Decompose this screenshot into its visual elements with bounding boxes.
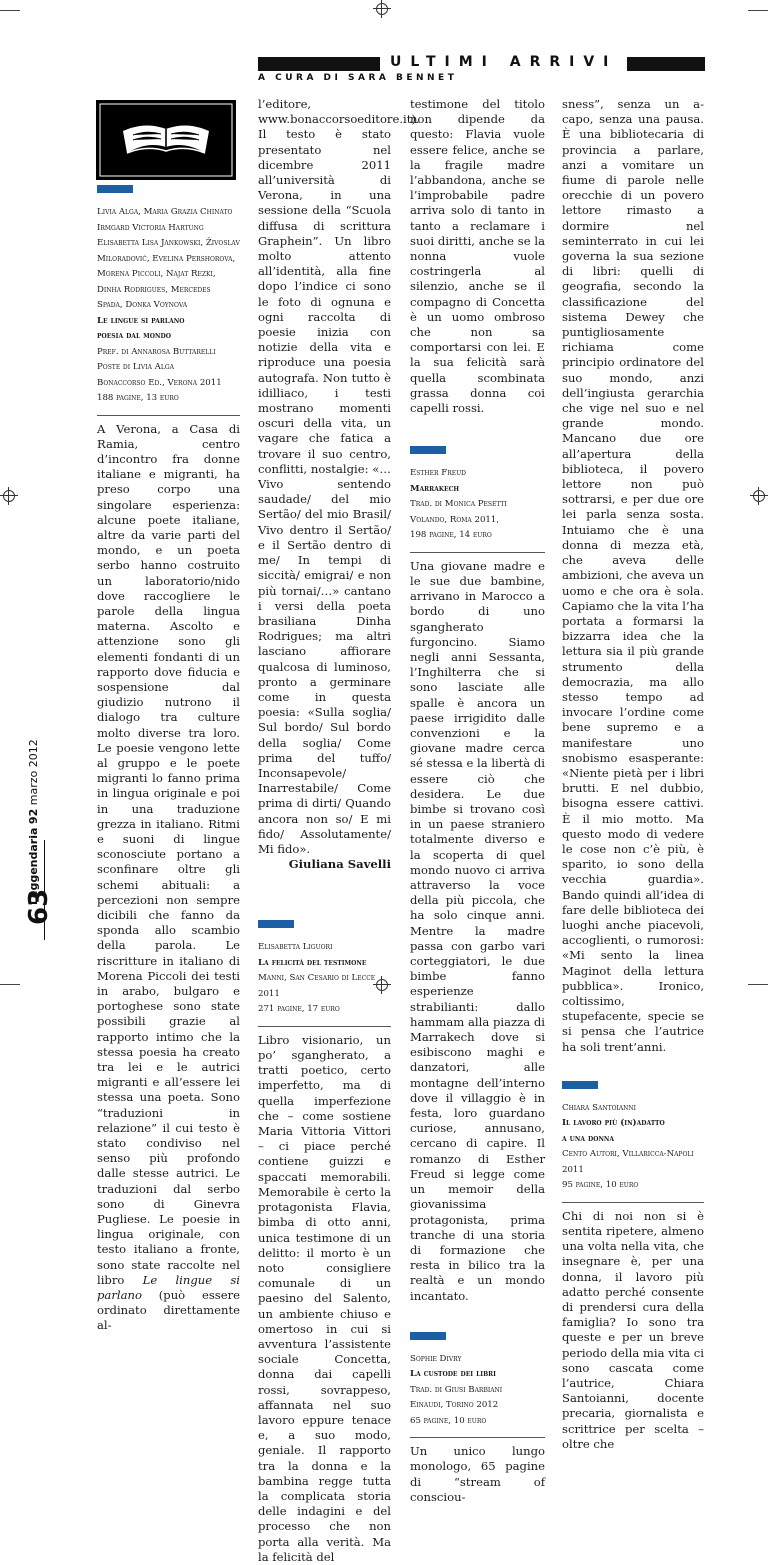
review1-author-line: Dinha Rodrigues, Mercedes [97,284,211,295]
issue-number: 92 [27,808,40,825]
registration-mark-left [0,487,18,505]
review4-title: La custode dei libri [410,1369,496,1380]
page-number: 63 [24,888,54,925]
review5-author: Chiara Santoianni [562,1102,637,1113]
column-4 [562,97,704,1452]
review4-body: Un unico lungo monologo, 65 pagine di “stream of consciou- [410,1444,545,1504]
review1-body-text: A Verona, a Casa di Ramia, centro d’incontro fra donne italiane e migranti, ha preso corpo una singolare esperienza: alcune poete italiane, altre da varie parti del mondo, e un poeta serbo hanno costruito un laboratorio/nido dove raccogliere le parole della lingua materna. Ascolto e attenzione sono gli elementi fondanti di un rapporto dove fiducia e sospensione dal giudizio nutrono il dialogo tra culture molto diverse tra loro. Le poesie vengono lette al gruppo e le poete migranti lo fanno prima in lingua originale e poi in una traduzione grezza in italiano. Ritmi e suoni di lingue sconosciute portano a sconfinare oltre gli schemi abituali: a percezioni non sempre dicibili che fanno da sponda allo scambio della parola. Le riscritture in italiano di Morena Piccoli dei testi in arabo, bulgaro e portoghese sono state possibili grazie al rapporto intimo che la stessa poesia ha creato tra lei e le autrici migranti e all’essere lei stessa una poeta. Sono “traduzioni in relazione” il cui testo è stato condiviso nel senso più profondo dalle stesse autrici. Le traduzioni dal serbo sono di Ginevra Pugliese. Le poesie in lingua originale, con testo italiano a fronte, sono state raccolte nel libro [97,421,240,1287]
open-book-icon [97,101,235,179]
open-book-logo [96,100,236,180]
review2-biblio [258,940,391,1018]
section-credit: A CURA DI SARA BENNET [258,73,458,83]
review2-body: Libro visionario, un po’ sgangherato, a tratti poetico, certo imperfetto, ma di quella imperfezione che – come sostiene Maria Vittoria Vittori – ci piace perché contiene guizzi e spaccati memorabili. Memorabile è certo la protagonista Flavia, bimba di otto anni, unica testimone di un delitto: il morto è un noto consigliere comunale di un paesino del Salento, un ambiente chiuso e omertoso in cui si avventura l’assistente sociale Concetta, donna dai capelli rossi, sovrappeso, affannata nel suo lavoro eppure tenace e, a suo modo, geniale. Il rapporto tra la donna e la bambina regge tutta la complicata storia delle indagini e del processo che non porta alla verità. Ma la felicità del [258,1032,391,1564]
review4-author: Sophie Divry [410,1353,462,1364]
review1-meta: Poste di Livia Alga [97,362,174,372]
accent-bar [410,1332,446,1340]
crop-line-bottom-left [0,984,20,985]
section-title: ULTIMI ARRIVI [380,49,627,75]
review2-body-continued: testimone del titolo non dipende da questo: Flavia vuole essere felice, anche se la fragile madre l’abbandona, anche se l’improbabile padre arriva solo di tanto in tanto a reclamare i suoi diritti, anche se la nonna vuole costringerla al silenzio, anche se il compagno di Concetta è un uomo ombroso che non sa comportarsi con lei. E la sua felicità sarà quella scombinata grassa donna coi capelli rossi. [410,97,545,416]
review1-meta: Bonaccorso Ed., Verona 2011 [97,377,222,388]
review1-author-line: Miloradović, Evelina Pershorova, [97,253,236,264]
divider [410,1437,545,1438]
crop-line-top-left [0,10,20,11]
review1-biblio [97,205,240,407]
review2-author: Elisabetta Liguori [258,942,333,953]
review4-body-continued: sness”, senza un a-capo, senza una pausa. È una bibliotecaria di provincia a parlare, anzi a vomitare un fiume di parole nelle orecchie di un povero lettore rimasto a dormire nel seminterrato in cui lei governa la sua sezione di libri: quelli di geografia, secondo la classificazione del sistema Dewey che puntigliosamente richiama come principio ordinatore del suo mondo, anzi dell’ingiusta gerarchia che vige nel suo e nel grande mondo. Mancano due ore all’apertura della biblioteca, il povero lettore non può sottrarsi, e per due ore lei parla senza sosta. Intuiamo che è una donna di mezza età, che aveva delle ambizioni, che aveva un uomo e che ora è sola. Capiamo che la vita l’ha portata a formarsi la bizzarra idea che la lettura sia il più grande strumento della democrazia, ma allo stesso tempo ad invocare l’ordine come bene supremo e a manifestare uno snobismo esasperante: «Niente pietà per i libri brutti. E nel dubbio, bisogna essere cattivi. È il mio motto. Ma questo modo di vedere le cose non c’è più, è sparito, io sono della vecchia guardia». Bando quindi all’idea di fare delle biblioteca dei luoghi anche piacevoli, accoglienti, o rumorosi: «Mi sento la linea Maginot della lettura pubblica». Ironico, coltissimo, stupefacente, specie se si pensa che l’autrice ha soli trent’anni. [562,97,704,1054]
review3-meta: Trad. di Monica Pesetti [410,499,507,510]
review4-meta: Einaudi, Torino 2012 [410,1400,499,1411]
divider [258,1026,391,1027]
review1-author-line: Elisabetta Lisa Jankowski, Živoslav [97,238,240,248]
review5-meta: Cento Autori, Villaricca-Napoli 2011 [562,1149,694,1175]
accent-bar [258,920,294,928]
divider [97,415,240,416]
review5-biblio [562,1101,704,1194]
review5-body: Chi di noi non si è sentita ripetere, almeno una volta nella vita, che insegnare è, per una donna, il lavoro più adatto perché consente di prendersi cura della famiglia? Io sono tra queste e per un breve periodo della mia vita ci sono cascata come l’autrice, Chiara Santoianni, docente precaria, giornalista e scrittrice per scelta – oltre che [562,1208,704,1451]
review2-meta: 271 pagine, 17 euro [258,1004,340,1015]
accent-bar [97,185,133,193]
review3-title: Marrakech [410,483,460,494]
review1-body [97,422,240,1334]
divider [410,552,545,553]
review3-author: Esther Freud [410,468,466,479]
review3-biblio [410,466,545,544]
crop-line-top-right [748,10,768,11]
magazine-name: Leggendaria [27,827,40,905]
review1-author-line: Morena Piccoli, Najat Rezki, [97,269,216,279]
accent-bar [562,1081,598,1089]
review1-meta: Pref. di Annarosa Buttarelli [97,346,216,357]
review1-subtitle: poesia dal mondo [97,331,171,341]
divider [562,1202,704,1203]
review1-author-line: Irmgard Victoria Hartung [97,222,204,233]
review3-meta: Volando, Roma 2011, [410,514,500,525]
review1-title: Le lingue si parlano [97,315,185,326]
review5-title: Il lavoro più (in)adatto [562,1118,665,1129]
review3-body: Una giovane madre e le sue due bambine, arrivano in Marocco a bordo di uno sgangherato furgoncino. Siamo negli anni Sessanta, l’Inghilterra che si sono lasciate alle spalle è ancora un paese irrigidito dalle convenzioni e la giovane madre cerca sé stessa e la libertà di essere ciò che desidera. Le due bimbe si trovano così in un paese straniero totalmente diverso e la scoperta di quel mondo nuovo ci arriva attraverso la voce della più piccola, che ha solo cinque anni. Mentre la madre passa con garbo vari corteggiatori, le due bimbe fanno esperienze strabilianti: dallo hammam alla piazza di Marrakech dove si esibiscono maghi e danzatori, alle montagne dell’interno dove il villaggio è in festa, loro guardano curiose, annusano, cercano di capire. Il romanzo di Esther Freud si legge come un memoir della giovanissima protagonista, prima tranche di una storia di formazione che resta in bilico tra la realtà e un mondo incantato. [410,558,545,1303]
review1-author-line: Spada, Donka Voynova [97,300,188,310]
column-2 [258,97,420,1565]
review5-meta: 95 pagine, 10 euro [562,1180,639,1191]
crop-line-bottom-right [748,984,768,985]
column-1 [97,185,240,1334]
review2-meta: Manni, San Cesario di Lecce 2011 [258,973,376,999]
registration-mark-right [750,487,768,505]
review1-signature: Giuliana Savelli [288,857,391,872]
review4-meta: Trad. di Giusi Barbiani [410,1384,503,1395]
review5-subtitle: a una donna [562,1133,615,1144]
accent-bar [410,446,446,454]
column-3 [410,97,545,1505]
issue-date: marzo 2012 [27,739,40,806]
review1-book-title-italic: Le lingue si parlano [97,1272,240,1303]
review1-meta: 188 pagine, 13 euro [97,393,179,403]
registration-mark-top [373,0,391,18]
review1-body-tail: (può essere ordinato direttamente al- [97,1288,240,1333]
review4-biblio [410,1352,545,1430]
review3-meta: 198 pagine, 14 euro [410,530,492,541]
review4-meta: 65 pagine, 10 euro [410,1415,487,1426]
review1-body-continued: l’editore, www.bonaccorsoeditore.it). Il testo è stato presentato nel dicembre 2011 all’università di Verona, in una sessione della “Scuola diffusa di scrittura Graphein”. Un libro molto attento all’identità, alla fine dopo l’indice ci sono le foto di ognuna e ogni raccolta di poesie inizia con notizie della vita e riproduce una poesia autografa. Non tutto è idilliaco, i testi mostrano momenti oscuri della vita, un vagare che fatica a trovare il suo centro, conflitti, nostalgie: «… Vivo sentendo saudade/ del mio Sertão/ del mio Brasil/ Vivo dentro il Sertão/ e il Sertão dentro di me/ In tempi di siccità/ emigrai/ e non più tornai/…» cantano i versi della poeta brasiliana Dinha Rodrigues; ma altri lasciano affiorare qualcosa di luminoso, pronto a germinare come in questa poesia: «Sulla soglia/ Sul bordo/ Sul bordo della soglia/ Come prima del tuffo/ Inconsapevole/ Inarrestabile/ Come prima di dirti/ Quando ancora non so/ E mi fido/ Assolutamente/ Mi fido». [258,97,420,856]
folio-vertical-text [27,739,40,905]
review2-title: La felicità del testimone [258,957,367,968]
review1-author-line: Livia Alga, Maria Grazia Chinato [97,207,233,217]
